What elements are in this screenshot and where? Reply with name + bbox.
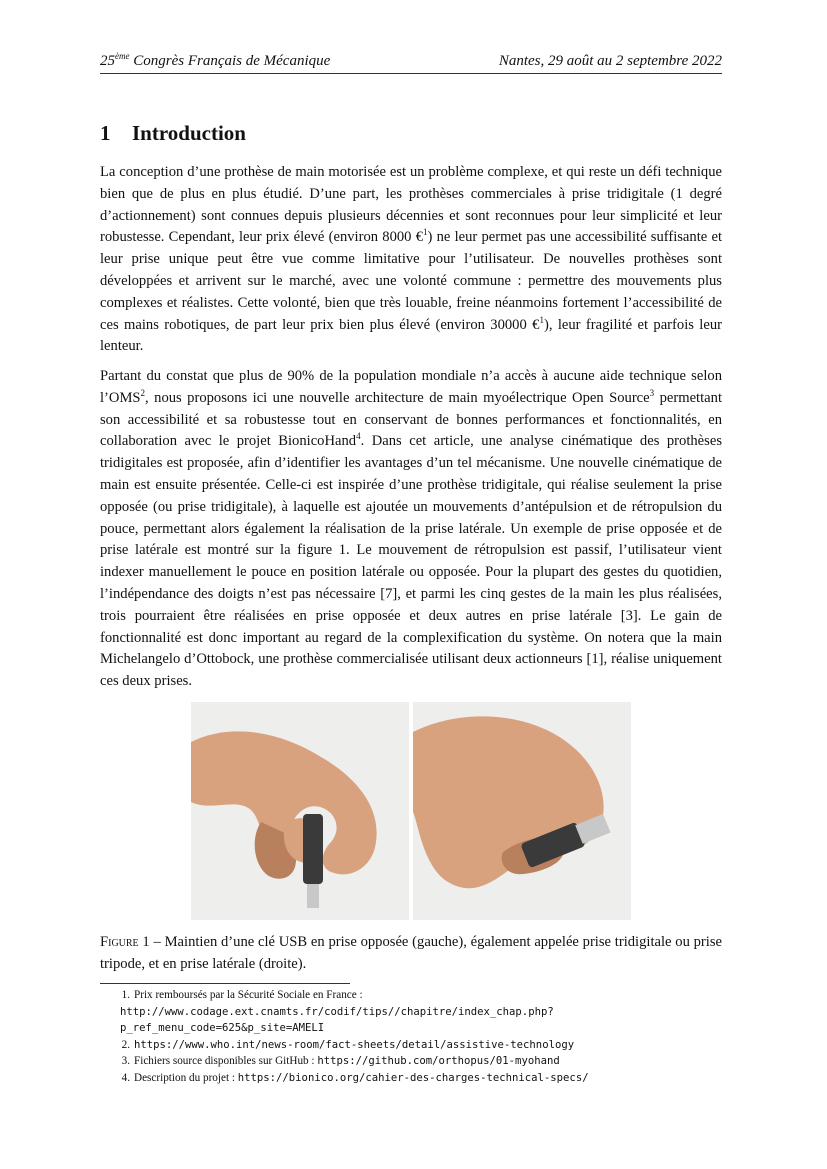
- footnote-ref-2[interactable]: 2: [140, 387, 146, 398]
- paragraph-2: Partant du constat que plus de 90% de la population mondiale n’a accès à aucune aide technique selon l’OMS$^2$, nous proposons ici une nouvelle architecture de main myoélectrique Open Source$^3$ permettant son accessibilité et sa robustesse tout en conservant de bonnes performances et fonctionnalités, en collaboration avec le projet BionicoHand$^4$. Dans cet article, une analyse cinématique des prothèses tridigitales est proposée, afin d’identifier les avantages d’un tel mécanisme. Une nouvelle cinématique de main est ensuite présentée. Celle-ci est inspirée d’une prothèse tridigitale, qui réalise seulement la prise opposée (ou prise tridigitale), à laquelle est ajoutée un mouvements d’antépulsion et de rétropulsion du pouce, permettant alors également la réalisation de la prise latérale. Un exemple de prise opposée et de prise latérale est montré sur la figure 1. Le mouvement de rétropulsion est passif, l’utilisateur vient indexer manuellement le pouce en position latérale ou opposée. Pour la plupart des gestes du quotidien, l’indépendance des doigts n’est pas nécessaire [7], et parmi les cinq gestes de la main les plus réalisées, trois pourraient être réalisées en prise opposée et deux autres en prise latérale [3]. Le gain de fonctionnalité est donc important au regard de la complexification du système. On notera que la main Michelangelo d’Ottobock, une prothèse commercialisée utilisant deux actionneurs [1], réalise uniquement ces deux prises.: [100, 368, 722, 690]
- footnote-1-url[interactable]: http://www.codage.ext.cnamts.fr/codif/tips//chapitre/index_chap.php?p_ref_menu_code=625&p_site=AMELI: [120, 1005, 554, 1034]
- figure-caption: Figure 1 – Maintien d’une clé USB en prise opposée (gauche), également appelée prise tridigitale ou prise tripode, et en prise latérale (droite).: [100, 934, 722, 972]
- figure-caption-text: Maintien d’une clé USB en prise opposée (gauche), également appelée prise tridigitale ou prise tripode, et en prise latérale (droite).: [100, 934, 722, 972]
- paragraph-1: La conception d’une prothèse de main motorisée est un problème complexe, et qui reste un défi technique bien que de plus en plus étudié. D’une part, les prothèses commerciales à prise tridigitale (1 degré d’actionnement) sont connues depuis plusieurs décennies et sont reconnues pour leur simplicité et leur robustesse. Cependant, leur prix élevé (environ 8000 €$^1$) ne leur permet pas une accessibilité suffisante et leur prise unique peut être vue comme limitative pour l’utilisateur. De nouvelles prothèses sont développées et arrivent sur le marché, avec une volonté commune : permettre des mouvements plus complexes et réalistes. Cette volonté, bien que très louable, freine néanmoins fortement l’accessibilité de ces mains robotiques, de part leur prix bien plus élevé (environ 30000 €$^1$), leur fragilité et parfois leur lenteur.: [100, 164, 722, 355]
- running-header: [100, 53, 722, 70]
- footnote-3: 3. Fichiers source disponibles sur GitHub : https://github.com/orthopus/01-myohand: [121, 1055, 560, 1067]
- section-title: Introduction: [132, 121, 246, 145]
- footnote-ref-1b[interactable]: 1: [539, 314, 544, 325]
- conference-name: 25ème Congrès Français de Mécanique: [100, 51, 331, 69]
- footnote-2: 2. https://www.who.int/news-room/fact-sheets/detail/assistive-technology: [121, 1038, 575, 1051]
- footnote-4: 4. Description du projet : https://bionico.org/cahier-des-charges-technical-specs/: [121, 1071, 589, 1084]
- footnote-ref-3[interactable]: 3: [649, 387, 655, 398]
- figure-opposed-grip-photo: [191, 702, 409, 920]
- figure-lateral-grip-photo: [413, 702, 631, 920]
- footnote-ref-1[interactable]: 1: [423, 227, 428, 238]
- section-number: 1: [100, 121, 111, 145]
- section-heading: [100, 121, 246, 146]
- footnote-4-url[interactable]: https://bionico.org/cahier-des-charges-technical-specs/: [237, 1071, 589, 1084]
- footnote-3-url[interactable]: https://github.com/orthopus/01-myohand: [317, 1055, 560, 1067]
- footnotes: [100, 987, 722, 1086]
- footnote-ref-4[interactable]: 4: [356, 431, 361, 442]
- conference-location: Nantes, 29 août au 2 septembre 2022: [498, 53, 722, 69]
- footnote-1: 1. Prix remboursés par la Sécurité Sociale en France : http://www.codage.ext.cnamts.fr/codif/tips//chapitre/index_chap.php?p_ref_menu_code=625&p_site=AMELI: [120, 989, 554, 1034]
- footnote-2-url[interactable]: https://www.who.int/news-room/fact-sheets/detail/assistive-technology: [134, 1038, 575, 1051]
- figure-label: Figure 1: [100, 934, 150, 950]
- header-rule: [100, 73, 722, 74]
- footnote-rule: [100, 983, 350, 984]
